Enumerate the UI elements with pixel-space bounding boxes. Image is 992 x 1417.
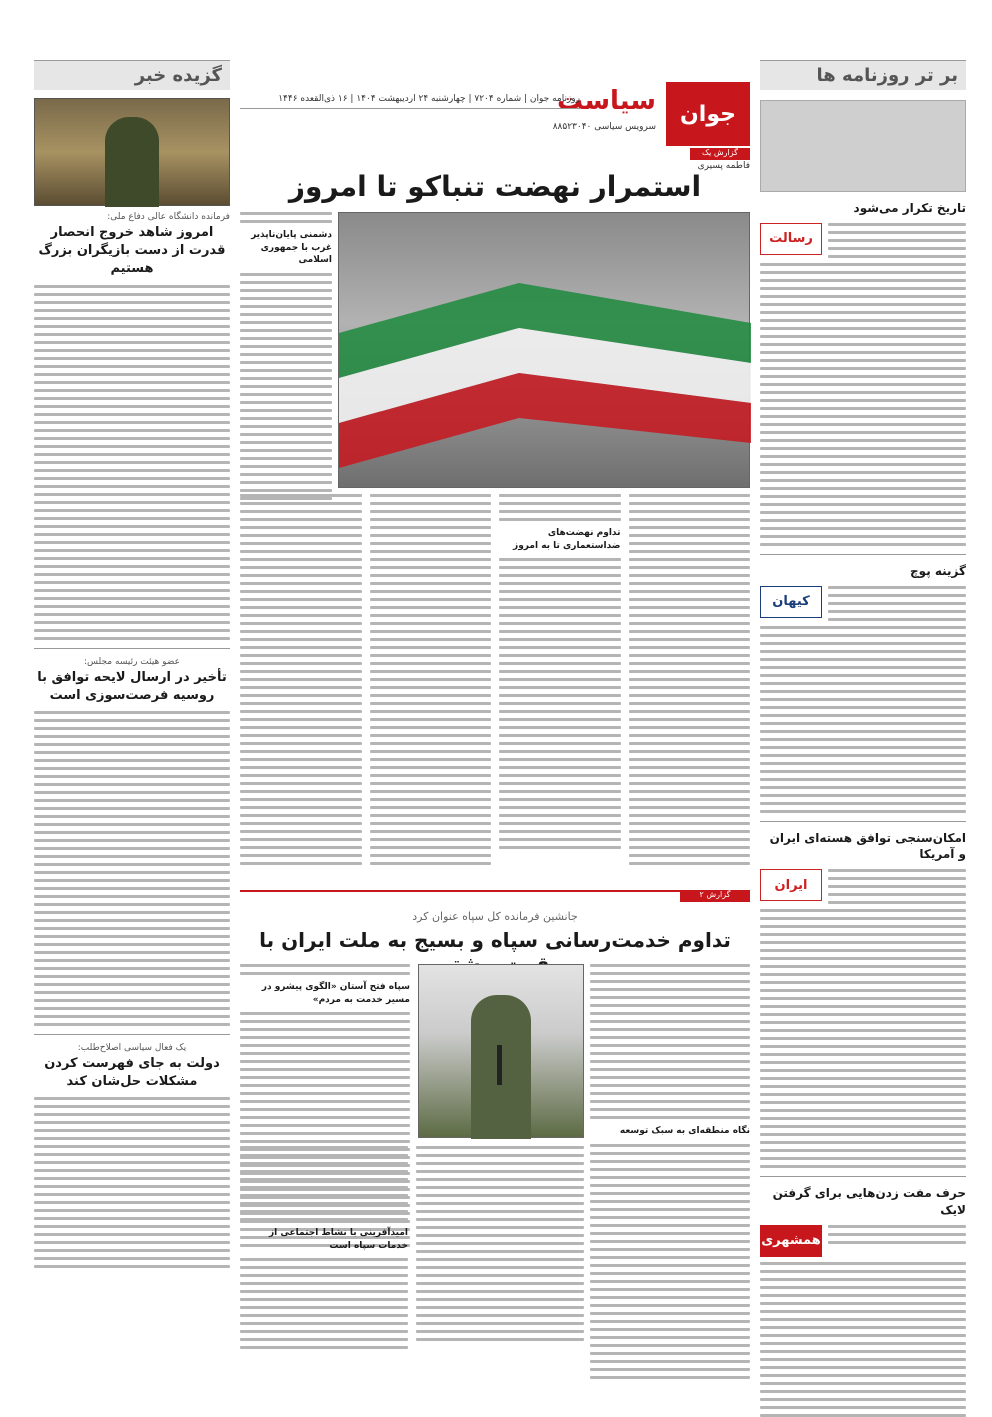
- section-masthead: [240, 82, 750, 146]
- story3-headline: دولت به جای فهرست کردن مشکلات حل‌شان کند: [44, 1055, 220, 1090]
- second-subhead-2: امید‌آفرینی با نشاط اجتماعی از خدمات سپاه است: [269, 1228, 408, 1251]
- news-digest-banner: [34, 60, 230, 90]
- main-subhead-1: دشمنی پایان‌ناپذیر غرب با جمهوری اسلامی: [251, 230, 332, 266]
- story4-text: [828, 1225, 966, 1257]
- story4-body: [760, 1262, 966, 1417]
- flag-graphic: [339, 213, 751, 489]
- story1-title: تاریخ تکرار می‌شود: [853, 201, 966, 215]
- story1-text: [828, 223, 966, 258]
- story4-source-logo: همشهری: [760, 1225, 822, 1257]
- second-story-bar: [240, 890, 750, 904]
- story1-body: [760, 263, 966, 546]
- press-review-title: بر تر روزنامه ها: [816, 65, 958, 86]
- second-headline: تداوم خدمت‌رسانی سپاه و بسیج به ملت ایران با: [259, 928, 731, 952]
- main-story-col-1: [240, 212, 332, 500]
- officer-figure: [105, 117, 159, 207]
- author-byline: فاطمه پسیری: [697, 161, 750, 171]
- officer-photo: [34, 98, 230, 206]
- story3-body: [34, 1097, 230, 1268]
- second-col-c: [240, 1146, 408, 1349]
- newspapers-thumbnail: [760, 100, 966, 192]
- main-body-b: [240, 273, 332, 500]
- report-label: گزارش یک: [690, 148, 750, 160]
- second-report-label: گزارش ۲: [680, 890, 750, 902]
- second-subhead-3: نگاه منطقه‌ای به سبک توسعه: [619, 1126, 750, 1136]
- left-column: [34, 60, 230, 1403]
- service-line: سرویس سیاسی ۸۸۵۲۳۰۴۰: [552, 122, 656, 132]
- brand-logo: جوان: [666, 82, 750, 146]
- story2-body: [760, 626, 966, 813]
- story2-text: [828, 586, 966, 621]
- story3-title: امکان‌سنجی توافق هسته‌ای ایران و آمریکا: [769, 830, 966, 862]
- main-headline: استمرار نهضت تنباکو تا امروز: [288, 170, 702, 203]
- divider: [760, 1176, 966, 1177]
- story1-headline: امروز شاهد خروج انحصار قدرت از دست بازیگران بزرگ هستیم: [38, 225, 226, 277]
- main-col-c: [499, 494, 621, 865]
- divider: [760, 821, 966, 822]
- main-col-b: [370, 494, 492, 865]
- story2-title: گزینه پوچ: [910, 563, 966, 578]
- story2-body: [34, 711, 230, 1026]
- microphone-icon: [497, 1045, 502, 1085]
- story4-title: حرف مفت زدن‌هایی برای گرفتن لایک: [772, 1186, 966, 1217]
- divider: [34, 648, 230, 649]
- story3-body: [760, 909, 966, 1168]
- divider: [760, 554, 966, 555]
- section-title: سیاست: [556, 86, 656, 116]
- story2-headline: تأخیر در ارسال لایحه توافق با روسیه فرصت‌سوزی است: [37, 669, 227, 703]
- issue-line: روزنامه جوان | شماره ۷۲۰۴ | چهارشنبه ۲۴ اردیبهشت ۱۴۰۴ | ۱۶ ذی‌القعده ۱۴۴۶: [240, 94, 580, 109]
- right-column: [760, 60, 966, 1403]
- main-subhead-2: تداوم نهضت‌های ضداستعماری تا به امروز: [513, 528, 621, 551]
- commander-photo: [418, 964, 584, 1138]
- second-subhead-1: سپاه فتح آستان «الگوی پیشرو در مسیر خدمت به مردم»: [261, 982, 410, 1005]
- rally-photo: [338, 212, 750, 488]
- story1-body: [34, 285, 230, 640]
- news-digest-title: گزیده خبر: [134, 65, 222, 86]
- story2-source-logo: کیهان: [760, 586, 822, 618]
- story2-kicker: عضو هیئت رئیسه مجلس:: [84, 656, 180, 667]
- story3-source-logo: ایران: [760, 869, 822, 901]
- press-review-banner: [760, 60, 966, 90]
- story1-source-logo: رسالت: [760, 223, 822, 255]
- story3-kicker: یک فعال سیاسی اصلاح‌طلب:: [77, 1042, 187, 1053]
- second-col-right: [590, 964, 750, 1379]
- second-kicker: جانشین فرمانده کل سپاه عنوان کرد: [412, 910, 578, 923]
- story1-kicker: فرمانده دانشگاه عالی دفاع ملی:: [107, 212, 230, 222]
- second-col-d: [416, 1146, 584, 1349]
- story3-text: [828, 869, 966, 904]
- main-col-a: [240, 494, 362, 865]
- main-story-body: [240, 494, 750, 865]
- second-body-bottom: [240, 1146, 584, 1349]
- divider: [34, 1034, 230, 1035]
- main-body-a: [240, 212, 332, 223]
- main-col-d: [629, 494, 751, 865]
